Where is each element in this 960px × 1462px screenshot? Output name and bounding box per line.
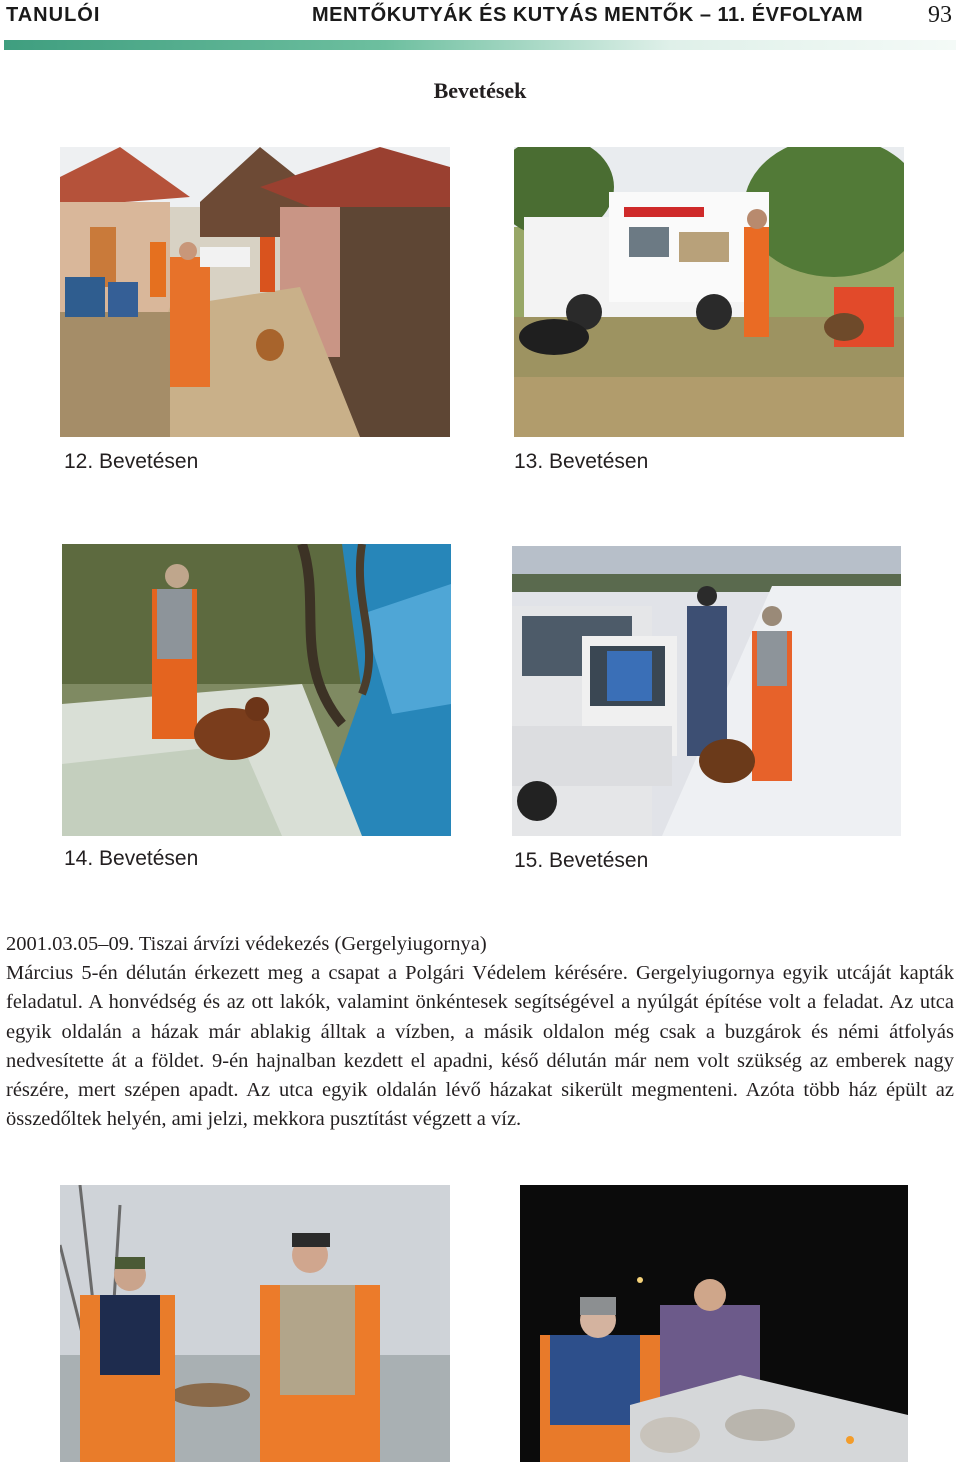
photo-17-night-sandbags <box>520 1185 908 1462</box>
photo-15-snowy-field <box>512 546 901 836</box>
header-book-title: MENTŐKUTYÁK ÉS KUTYÁS MENTŐK – 11. ÉVFOLYAM <box>312 4 864 26</box>
photo-14-riverbank <box>62 544 451 836</box>
page-number: 93 <box>928 2 952 28</box>
photo-12-village-street <box>60 147 450 437</box>
body-text <box>6 930 954 1134</box>
event-heading-line: 2001.03.05–09. Tiszai árvízi védekezés (Gergelyiugornya) <box>6 933 487 955</box>
photo-caption-12: 12. Bevetésen <box>64 450 199 473</box>
photo-caption-13: 13. Bevetésen <box>514 450 649 473</box>
photo-caption-15: 15. Bevetésen <box>514 849 649 872</box>
event-paragraph: Március 5-én délután érkezett meg a csapat a Polgári Védelem kérésére. Gergelyiugornya egyik utcáját kapták feladatul. A honvédség és az ott lakók, valamint önkéntesek segítségével a nyúlgát építése volt a feladat. Az utca egyik oldalán a házak már ablakig álltak a vízben, a másik oldalon még csak a buzgárok és némi átfolyás nedvesítette át a földet. 9-én hajnalban kezdett el apadni, késő délután már nem volt szükség az emberek nagy részére, mert szépen apadt. Az utca egyik oldalán lévő házakat sikerült megmenteni. Azóta több ház épült az összedőltek helyén, ami jelzi, mekkora pusztítást végzett a víz. <box>6 962 954 1131</box>
header-rule <box>4 40 956 50</box>
running-header <box>0 0 960 34</box>
section-title: Bevetések <box>433 78 527 103</box>
header-label-left: TANULÓI <box>6 4 101 26</box>
photo-16-two-rescuers-flood <box>60 1185 450 1462</box>
photo-13-car-and-dogs <box>514 147 904 437</box>
photo-caption-14: 14. Bevetésen <box>64 847 199 870</box>
